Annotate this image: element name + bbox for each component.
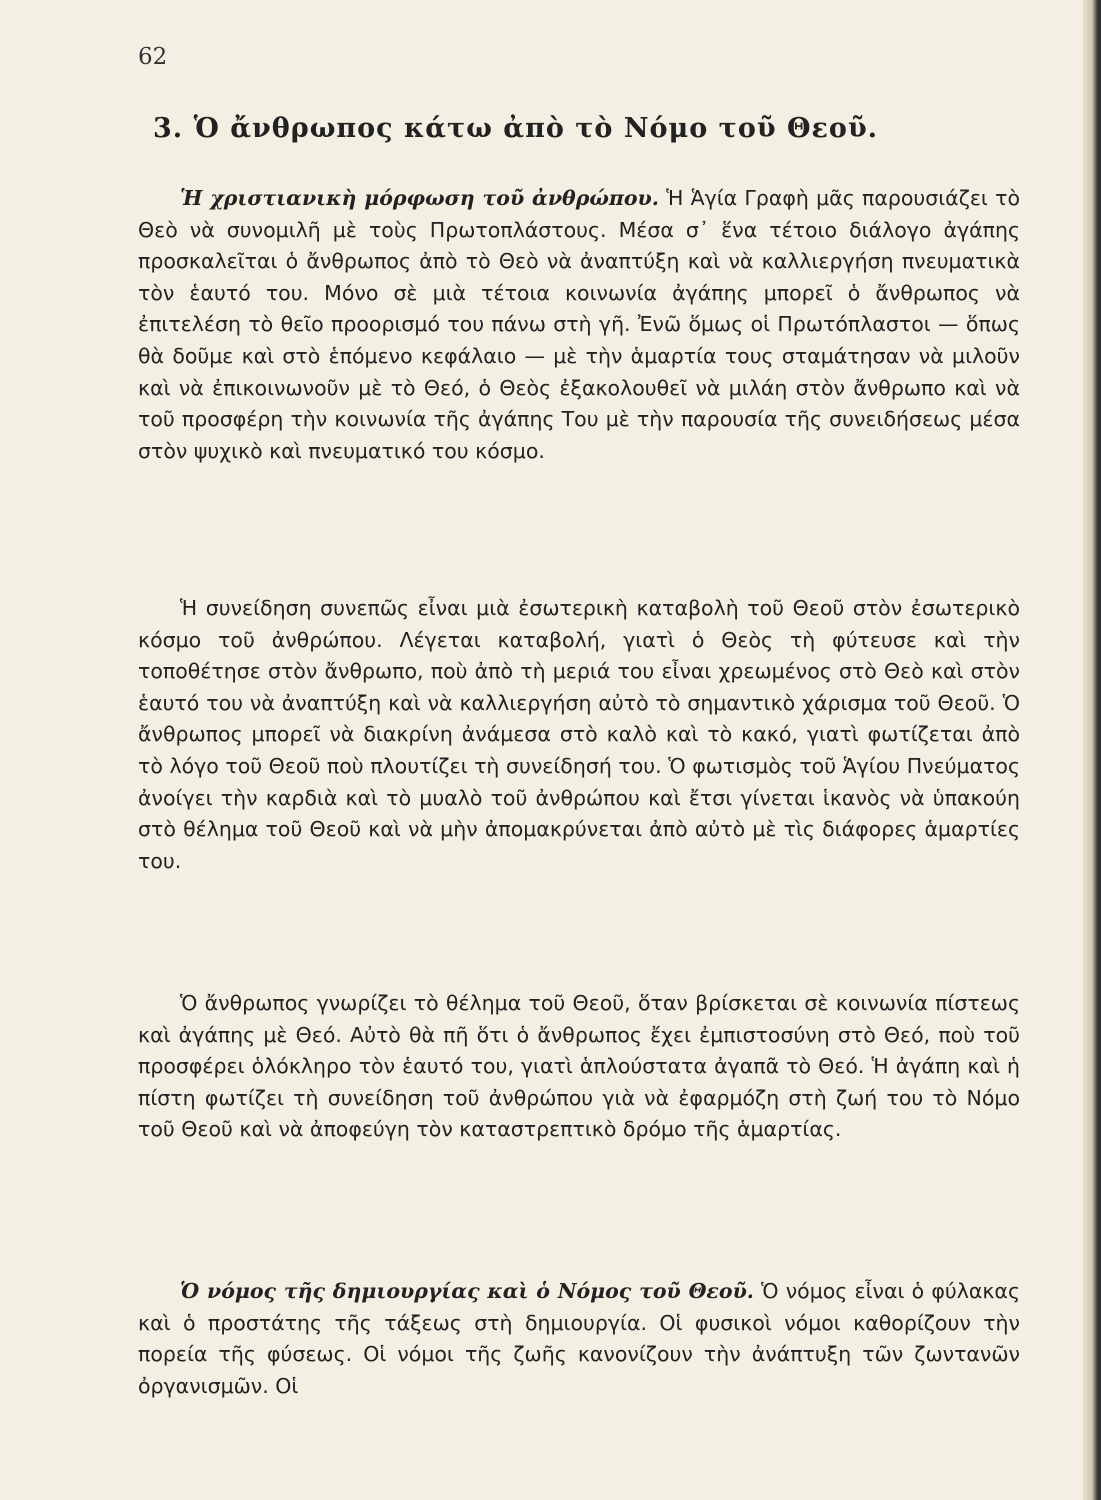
page-number: 62: [138, 44, 168, 70]
chapter-title: 3. Ὁ ἄνθρωπος κάτω ἀπὸ τὸ Νόμο τοῦ Θεοῦ.: [153, 113, 879, 144]
paragraph-law-of-creation: [138, 1276, 1020, 1402]
paragraph-text: Ὁ ἄνθρωπος γνωρίζει τὸ θέλημα τοῦ Θεοῦ, ὅταν βρίσκεται σὲ κοινωνία πίστεως καὶ ἀγάπης μὲ Θεό. Αὐτὸ θὰ πῆ ὅτι ὁ ἄνθρωπος ἔχει ἐμπιστοσύνη στὸ Θεό, ποὺ τοῦ προσφέρει ὁλόκληρο τὸν ἑαυτό του, γιατὶ ἁπλούστατα ἀγαπᾶ τὸ Θεό. Ἡ ἀγάπη καὶ ἡ πίστη φωτίζει τὴ συνείδηση τοῦ ἀνθρώπου γιὰ νὰ ἐφαρμόζη στὴ ζωή του τὸ Νόμο τοῦ Θεοῦ καὶ νὰ ἀποφεύγη τὸν καταστρεπτικὸ δρόμο τῆς ἁμαρτίας.: [138, 991, 1020, 1142]
paragraph-will-of-god: [138, 988, 1020, 1146]
section-heading: Ὁ νόμος τῆς δημιουργίας καὶ ὁ Νόμος τοῦ Θεοῦ.: [180, 1279, 754, 1303]
paragraph-text: Ὁ νόμος εἶναι ὁ φύλακας καὶ ὁ προστάτης τῆς τάξεως στὴ δημιουργία. Οἱ φυσικοὶ νόμοι καθορίζουν τὴν πορεία τῆς φύσεως. Οἱ νόμοι τῆς ζωῆς κανονίζουν τὴν ἀνάπτυξη τῶν ζωντανῶν ὀργανισμῶν. Οἱ: [138, 1279, 1020, 1398]
section-heading: Ἡ χριστιανικὴ μόρφωση τοῦ ἀνθρώπου.: [180, 186, 659, 210]
paragraph-text: Ἡ συνείδηση συνεπῶς εἶναι μιὰ ἐσωτερικὴ καταβολὴ τοῦ Θεοῦ στὸν ἐσωτερικὸ κόσμο τοῦ ἀνθρώπου. Λέγεται καταβολή, γιατὶ ὁ Θεὸς τὴ φύτευσε καὶ τὴν τοποθέτησε στὸν ἄνθρωπο, ποὺ ἀπὸ τὴ μεριά του εἶναι χρεωμένος στὸ Θεὸ καὶ στὸν ἑαυτό του νὰ ἀναπτύξη καὶ νὰ καλλιεργήση αὐτὸ τὸ σημαντικὸ χάρισμα τοῦ Θεοῦ. Ὁ ἄνθρωπος μπορεῖ νὰ διακρίνη ἀνάμεσα στὸ καλὸ καὶ τὸ κακό, γιατὶ φωτίζεται ἀπὸ τὸ λόγο τοῦ Θεοῦ ποὺ πλουτίζει τὴ συνείδησή του. Ὁ φωτισμὸς τοῦ Ἁγίου Πνεύματος ἀνοίγει τὴν καρδιὰ καὶ τὸ μυαλὸ τοῦ ἀνθρώπου καὶ ἔτσι γίνεται ἱκανὸς νὰ ὑπακούη στὸ θέλημα τοῦ Θεοῦ καὶ νὰ μὴν ἀπομακρύνεται ἀπὸ αὐτὸ μὲ τὶς διάφορες ἁμαρτίες του.: [138, 596, 1020, 873]
paragraph-christian-formation: [138, 183, 1020, 467]
paragraph-text: Ἡ Ἁγία Γραφὴ μᾶς παρουσιάζει τὸ Θεὸ νὰ συνομιλῆ μὲ τοὺς Πρωτοπλάστους. Μέσα σ᾿ ἕνα τέτοιο διάλογο ἀγάπης προσκαλεῖται ὁ ἄνθρωπος ἀπὸ τὸ Θεὸ νὰ ἀναπτύξη καὶ νὰ καλλιεργήση πνευματικὰ τὸν ἑαυτό του. Μόνο σὲ μιὰ τέτοια κοινωνία ἀγάπης μπορεῖ ὁ ἄνθρωπος νὰ ἐπιτελέση τὸ θεῖο προορισμό του πάνω στὴ γῆ. Ἐνῶ ὅμως οἱ Πρωτόπλαστοι — ὅπως θὰ δοῦμε καὶ στὸ ἑπόμενο κεφάλαιο — μὲ τὴν ἁμαρτία τους σταμάτησαν νὰ μιλοῦν καὶ νὰ ἐπικοινωνοῦν μὲ τὸ Θεό, ὁ Θεὸς ἐξακολουθεῖ νὰ μιλάη στὸν ἄνθρωπο καὶ νὰ τοῦ προσφέρη τὴν κοινωνία τῆς ἀγάπης Του μὲ τὴν παρουσία τῆς συνειδήσεως μέσα στὸν ψυχικὸ καὶ πνευματικό του κόσμο.: [138, 186, 1020, 463]
page-edge-shadow: [1083, 0, 1101, 1500]
paragraph-conscience: [138, 593, 1020, 877]
